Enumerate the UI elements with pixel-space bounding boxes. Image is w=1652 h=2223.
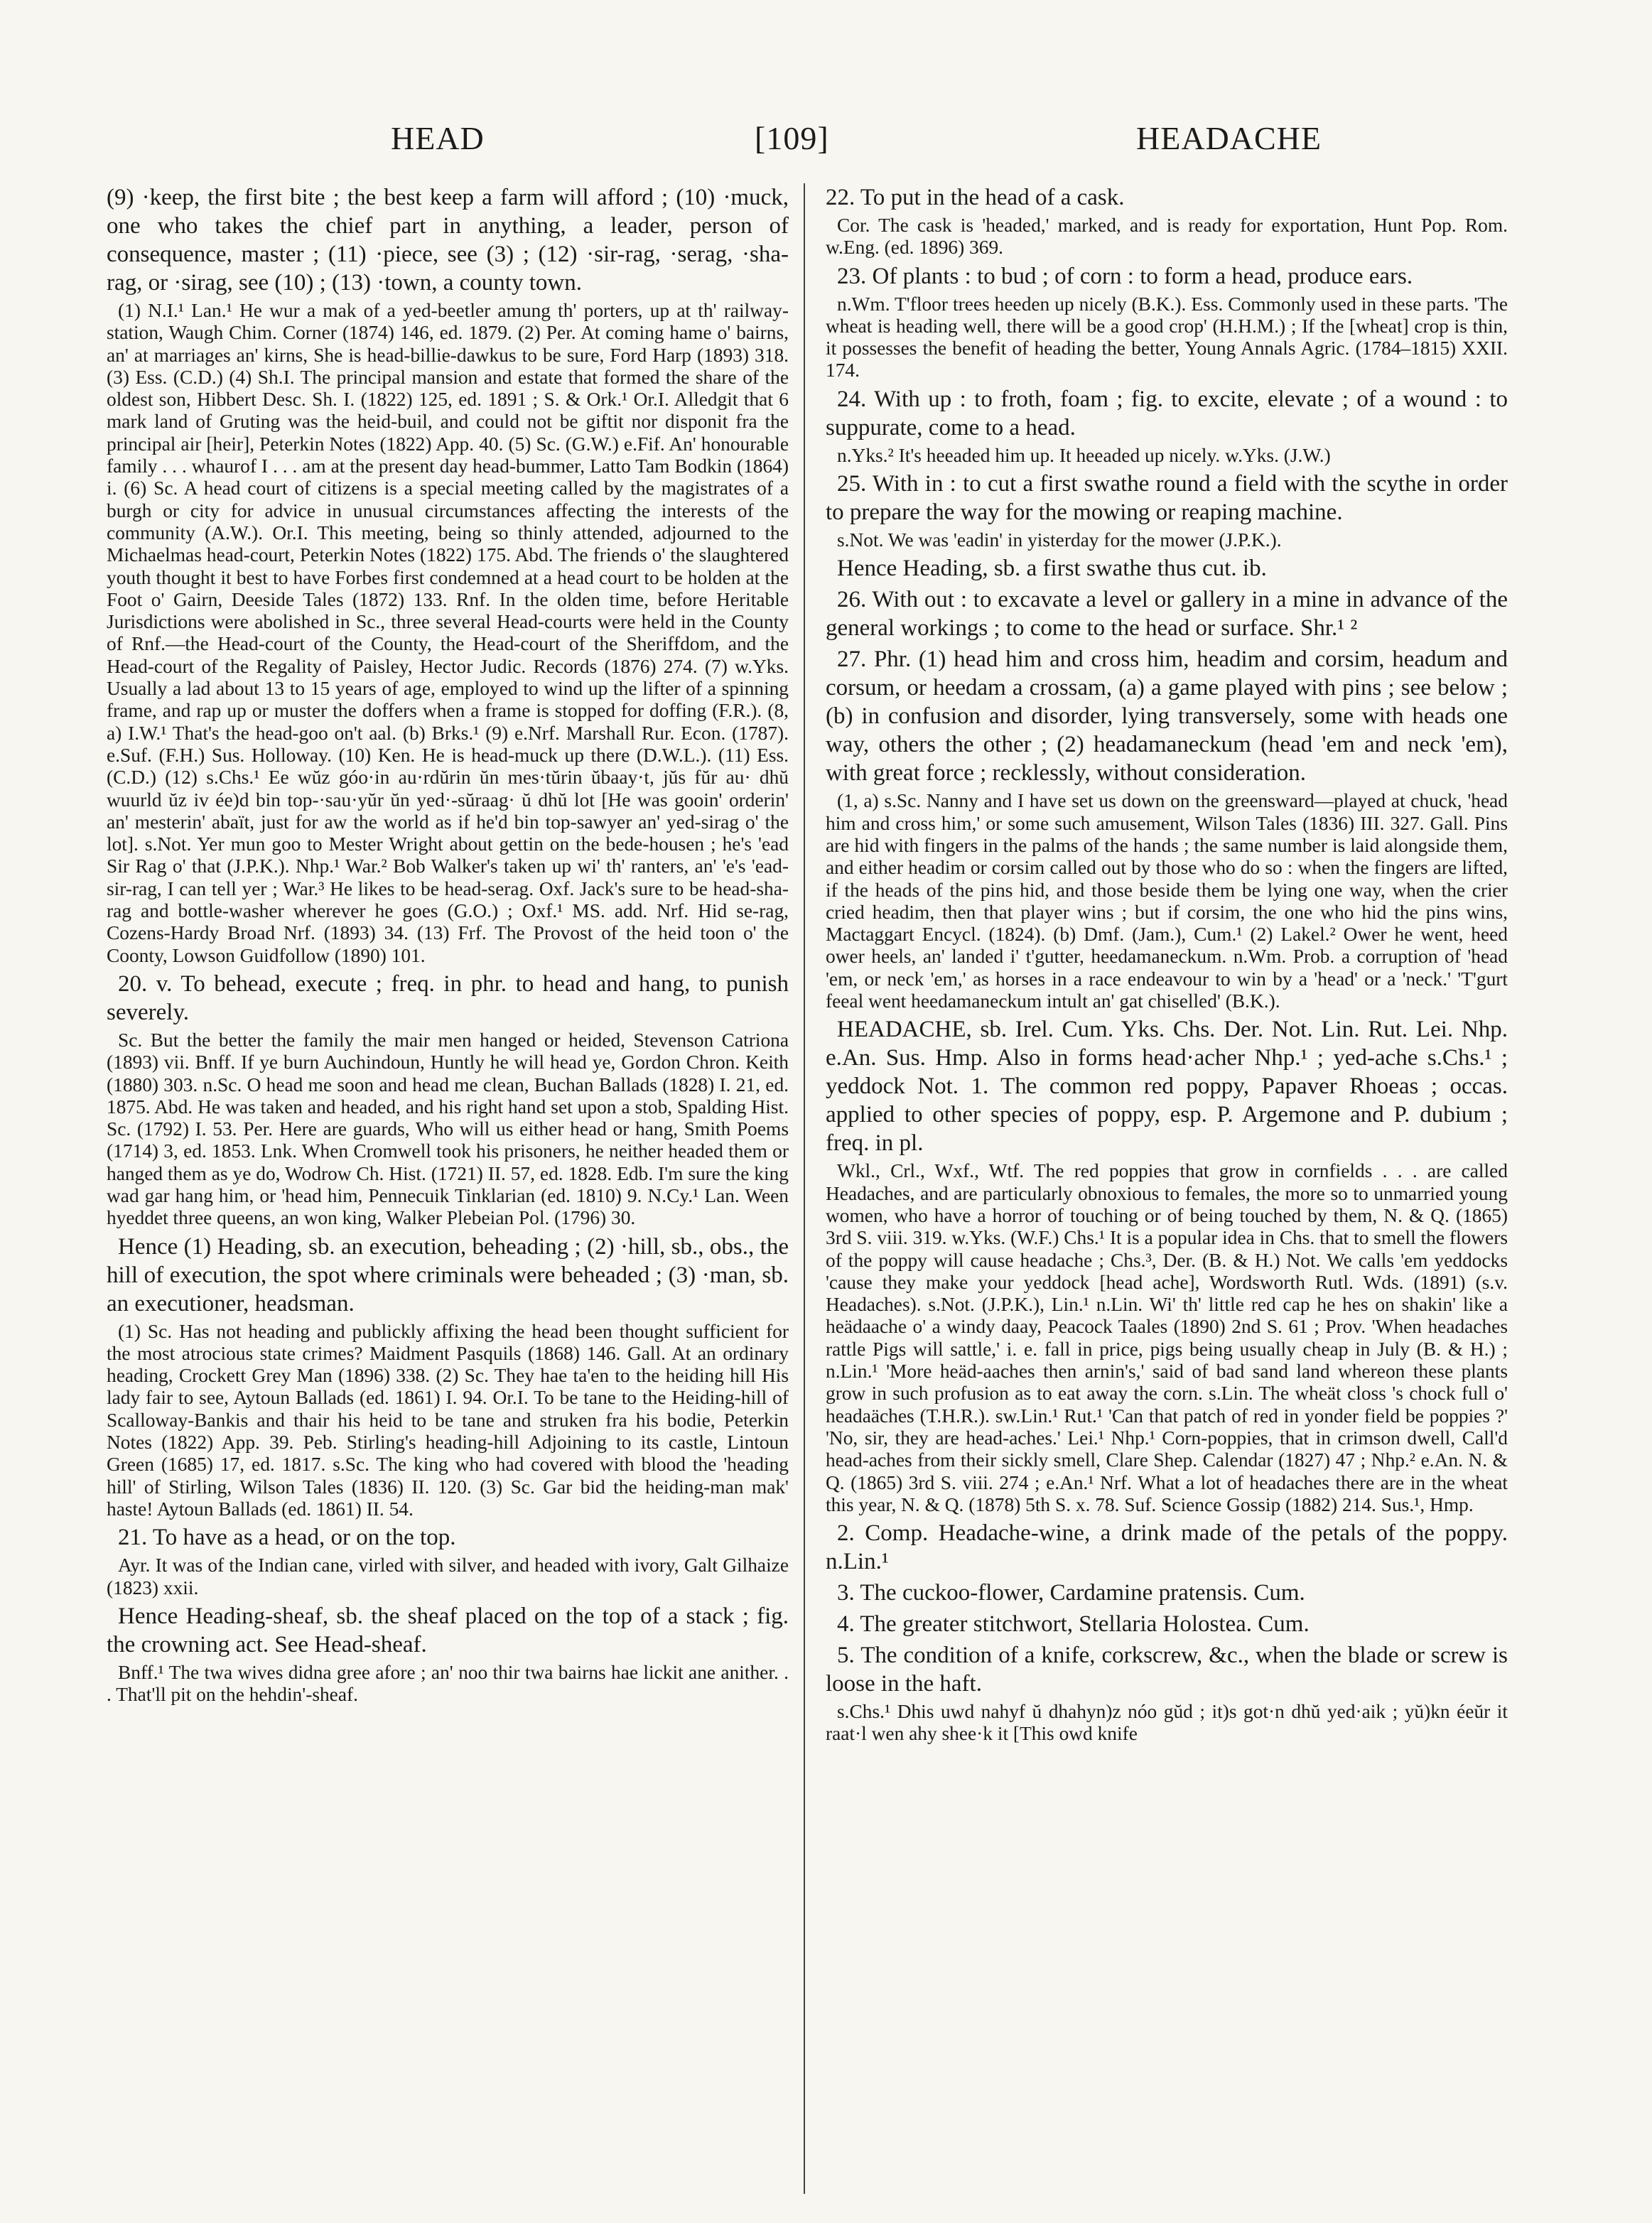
citation-paragraph: Cor. The cask is 'headed,' marked, and is ready for exportation, Hunt Pop. Rom. w.Eng. (ed. 1896) 369.: [826, 215, 1508, 259]
column-divider: [804, 183, 805, 2194]
entry-paragraph: Hence Heading-sheaf, sb. the sheaf placed on the top of a stack ; fig. the crowning act. See Head-sheaf.: [107, 1603, 789, 1657]
right-column: [826, 183, 1508, 2215]
page-header: [107, 119, 1322, 162]
header-right-headword: HEADACHE: [1136, 120, 1322, 156]
citation-paragraph: (1) Sc. Has not heading and publickly affixing the head been thought sufficient for the most atrocious state crimes? Maidment Pasquils (1868) 146. Gall. At an ordinary heading, Crockett Grey Man (1896) 338. (2) Sc. They hae ta'en to the heiding hill His lady fair to see, Aytoun Ballads (ed. 1861) I. 94. Or.I. To be tane to the Heiding-hill of Scalloway-Bankis and thair his heid to be tane and struken fra his bodie, Peterkin Notes (1822) App. 39. Peb. Stirling's heading-hill Adjoining to its castle, Lintoun Green (1685) 17, ed. 1817. s.Sc. The king who had covered with blood the 'heading hill' of Stirling, Wilson Tales (1836) II. 120. (3) Sc. Gar bid the heiding-man mak' haste! Aytoun Ballads (ed. 1861) II. 54.: [107, 1320, 789, 1520]
entry-paragraph: 4. The greater stitchwort, Stellaria Holostea. Cum.: [837, 1611, 1310, 1638]
entry-paragraph: Hence Heading, sb. a first swathe thus cut. ib.: [837, 556, 1267, 582]
entry-paragraph: 25. With in : to cut a first swathe round a field with the scythe in order to prepare the way for the mowing or reaping machine.: [826, 471, 1508, 526]
entry-paragraph: 23. Of plants : to bud ; of corn : to form a head, produce ears.: [837, 263, 1413, 289]
entry-paragraph: 20. v. To behead, execute ; freq. in phr. to head and hang, to punish severely.: [107, 970, 789, 1025]
citation-paragraph: (1, a) s.Sc. Nanny and I have set us down on the greensward—played at chuck, 'head him and cross him,' or some such amusement, Wilson Tales (1836) III. 327. Gall. Pins are hid with fingers in the palms of the hands ; the same number is laid alongside them, and either headim or corsim called out by those who do so : when the fingers are lifted, if the heads of the pins hid, and those beside them be lying one way, when the crier cried headim, then that player wins ; but if corsim, the one who hid the pins wins, Mactaggart Encycl. (1824). (b) Dmf. (Jam.), Cum.¹ (2) Lakel.² Ower he went, heed ower heels, an' landed i' t'gutter, heedamaneckum. n.Wm. Prob. a corruption of 'head 'em, or neck 'em,' as horses in a race endeavour to win by a 'head' or a 'neck.' 'T'gurt feeal went heedamaneckum intult an' gat chiselled' (B.K.).: [826, 790, 1508, 1012]
entry-paragraph: (9) ·keep, the first bite ; the best keep a farm will afford ; (10) ·muck, one who takes the chief part in anything, a leader, person of consequence, master ; (11) ·piece, see (3) ; (12) ·sir-rag, ·serag, ·sha-rag, or ·sirag, see (10) ; (13) ·town, a county town.: [107, 185, 789, 296]
page-number: [109]: [755, 120, 829, 156]
entry-paragraph: HEADACHE, sb. Irel. Cum. Yks. Chs. Der. Not. Lin. Rut. Lei. Nhp. e.An. Sus. Hmp. Also in forms head·acher Nhp.¹ ; yed-ache s.Chs.¹ ; yeddock Not. 1. The common red poppy, Papaver Rhoeas ; occas. applied to other species of poppy, esp. P. Argemone and P. dubium ; freq. in pl.: [826, 1017, 1508, 1157]
entry-paragraph: 24. With up : to froth, foam ; fig. to excite, elevate ; of a wound : to suppurate, come to a head.: [826, 386, 1508, 440]
citation-paragraph: Sc. But the better the family the mair men hanged or heided, Stevenson Catriona (1893) vii. Bnff. If ye burn Auchindoun, Huntly he will head ye, Gordon Chron. Keith (1880) 303. n.Sc. O head me soon and head me clean, Buchan Ballads (1828) I. 21, ed. 1875. Abd. He was taken and headed, and his right hand set upon a stob, Spalding Hist. Sc. (1792) I. 53. Per. Here are guards, Who will us either head or hang, Smith Poems (1714) 3, ed. 1853. Lnk. When Cromwell took his prisoners, he neither headed them or hanged them as ye do, Wodrow Ch. Hist. (1721) II. 57, ed. 1828. Edb. I'm sure the king wad gar hang him, or 'head him, Pennecuik Tinklarian (ed. 1810) 9. N.Cy.¹ Lan. Ween hyeddet three queens, an won king, Walker Plebeian Pol. (1796) 30.: [107, 1029, 789, 1229]
entry-paragraph: 21. To have as a head, or on the top.: [118, 1525, 456, 1551]
citation-paragraph: n.Wm. T'floor trees heeden up nicely (B.K.). Ess. Commonly used in these parts. 'The wheat is heading well, there will be a good crop' (H.H.M.) ; If the [wheat] crop is thin, it possesses the benefit of heading the better, Young Annals Agric. (1784–1815) XXII. 174.: [826, 293, 1508, 382]
citation-paragraph: s.Not. We was 'eadin' in yisterday for the mower (J.P.K.).: [837, 529, 1282, 551]
citation-paragraph: (1) N.I.¹ Lan.¹ He wur a mak of a yed-beetler amung th' porters, up at th' railway-station, Waugh Chim. Corner (1874) 146, ed. 1879. (2) Per. At coming hame o' bairns, an' at marriages an' kirns, She is head-billie-dawkus to be sure, Ford Harp (1893) 318. (3) Ess. (C.D.) (4) Sh.I. The principal mansion and estate that formed the share of the oldest son, Hibbert Desc. Sh. I. (1822) 125, ed. 1891 ; S. & Ork.¹ Or.I. Alledgit that 6 mark land of Gruting was the heid-buil, and could not be giftit nor disponit fra the principal air [heir], Peterkin Notes (1822) App. 40. (5) Sc. (G.W.) e.Fif. An' honourable family . . . whaurof I . . . am at the present day head-bummer, Latto Tam Bodkin (1864) i. (6) Sc. A head court of citizens is a special meeting called by the magistrates of a burgh or city for advice in unusual circumstances affecting the interests of the community (A.W.). Or.I. This meeting, being so thinly attended, adjourned to the Michaelmas head-court, Peterkin Notes (1822) 175. Abd. The friends o' the slaughtered youth thought it best to have Forbes first condemned at a head court to be holden at the Foot o' Gairn, Deeside Tales (1872) 133. Rnf. In the olden time, before Heritable Jurisdictions were abolished in Sc., three several Head-courts were held in the County of Rnf.—the Head-court of the County, the Head-court of the Sheriffdom, and the Head-court of the Regality of Paisley, Hector Judic. Records (1876) 274. (7) w.Yks. Usually a lad about 13 to 15 years of age, employed to wind up the lifter of a spinning frame, and rap up or muster the doffers when a frame is stopped for doffing (F.R.). (8, a) I.W.¹ That's the head-goo on't aal. (b) Brks.¹ (9) e.Nrf. Marshall Rur. Econ. (1787). e.Suf. (F.H.) Sus. Holloway. (10) Ken. He is head-muck up there (D.W.L.). (11) Ess. (C.D.) (12) s.Chs.¹ Ee wŭz góo·in au·rdŭrin ŭn mes·tŭrin ŭbaay·t, jŭs fŭr au· dhŭ wuurld ŭz iv ée)d bin top-·sau·yŭr ŭn yed·-sŭraag· ŭ dhŭ lot [He was gooin' orderin' an' mesterin' abaït, just for aw the world as if he'd bin top-sawyer an' yed-sirag o' the lot]. s.Not. Yer mun goo to Mester Wright about gettin on the bede-housen ; he's 'ead Sir Rag o' that (J.P.K.). Nhp.¹ War.² Bob Walker's taken up wi' th' ranters, an' 'e's 'ead-sir-rag, I can tell yer ; War.³ He likes to be head-serag. Oxf. Jack's sure to be head-sha-rag and bottle-washer wherever he goes (G.O.) ; Oxf.¹ MS. add. Nrf. Hid se-rag, Cozens-Hardy Broad Nrf. (1893) 34. (13) Frf. The Provost of the heid toon o' the Coonty, Lowson Guidfollow (1890) 101.: [107, 300, 789, 966]
entry-paragraph: 3. The cuckoo-flower, Cardamine pratensis. Cum.: [837, 1580, 1305, 1606]
left-column: [107, 183, 789, 2215]
citation-paragraph: s.Chs.¹ Dhis uwd nahyf ŭ dhahyn)z nóo gŭd ; it)s got·n dhŭ yed·aik ; yŭ)kn éeŭr it raat·l wen ahy shee·k it [This owd knife: [826, 1701, 1508, 1745]
entry-paragraph: 5. The condition of a knife, corkscrew, &c., when the blade or screw is loose in the haft.: [826, 1643, 1508, 1697]
entry-paragraph: Hence (1) Heading, sb. an execution, beheading ; (2) ·hill, sb., obs., the hill of execution, the spot where criminals were beheaded ; (3) ·man, sb. an executioner, headsman.: [107, 1233, 789, 1316]
entry-paragraph: 22. To put in the head of a cask.: [826, 185, 1125, 210]
header-left-headword: HEAD: [391, 120, 485, 156]
citation-paragraph: Wkl., Crl., Wxf., Wtf. The red poppies that grow in cornfields . . . are called Headaches, and are particularly obnoxious to females, the more so to unmarried young women, who have a horror of touching or of being touched by them, N. & Q. (1865) 3rd S. viii. 319. w.Yks. (W.F.) Chs.¹ It is a popular idea in Chs. that to smell the flowers of the poppy will cause headache ; Chs.³, Der. (B. & H.) Not. We calls 'em yeddocks 'cause they make your yeddock [head ache], Wordsworth Rutl. Wds. (1891) (s.v. Headaches). s.Not. (J.P.K.), Lin.¹ n.Lin. Wi' th' little red cap he hes on shakin' like a heädaache o' a windy daay, Peacock Taales (1890) 2nd S. 61 ; Prov. 'When headaches rattle Pigs will sattle,' i. e. fall in price, pigs being usually cheap in July (B. & H.) ; n.Lin.¹ 'More heäd-aaches then arnin's,' said of bad sand land whereon these plants grow in such profusion as to eat away the corn. s.Lin. The wheät closs 's chock full o' headaäches (T.H.R.). sw.Lin.¹ Rut.¹ 'Can that patch of red in yonder field be poppies ?' 'No, sir, they are head-aches.' Lei.¹ Nhp.¹ Corn-poppies, that in crimson dwell, Call'd head-aches from their sickly smell, Clare Shep. Calendar (1827) 47 ; Nhp.² e.An. N. & Q. (1865) 3rd S. viii. 274 ; e.An.¹ Nrf. What a lot of headaches there are in the wheat this year, N. & Q. (1878) 5th S. x. 78. Suf. Science Gossip (1882) 214. Sus.¹, Hmp.: [826, 1160, 1508, 1515]
entry-paragraph: 2. Comp. Headache-wine, a drink made of the petals of the poppy. n.Lin.¹: [826, 1520, 1508, 1575]
entry-paragraph: 26. With out : to excavate a level or gallery in a mine in advance of the general workings ; to come to the head or surface. Shr.¹ ²: [826, 587, 1508, 642]
citation-paragraph: Bnff.¹ The twa wives didna gree afore ; an' noo thir twa bairns hae lickit ane anither. . . That'll pit on the hehdin'-sheaf.: [107, 1661, 789, 1706]
entry-paragraph: 27. Phr. (1) head him and cross him, headim and corsim, headum and corsum, or heedam a crossam, (a) a game played with pins ; see below ; (b) in confusion and disorder, lying transversely, some with heads one way, others the other ; (2) headamaneckum (head 'em and neck 'em), with great force ; recklessly, without consideration.: [826, 647, 1508, 786]
citation-paragraph: n.Yks.² It's heeaded him up. It heeaded up nicely. w.Yks. (J.W.): [837, 444, 1331, 466]
citation-paragraph: Ayr. It was of the Indian cane, virled with silver, and headed with ivory, Galt Gilhaize (1823) xxii.: [107, 1554, 789, 1599]
